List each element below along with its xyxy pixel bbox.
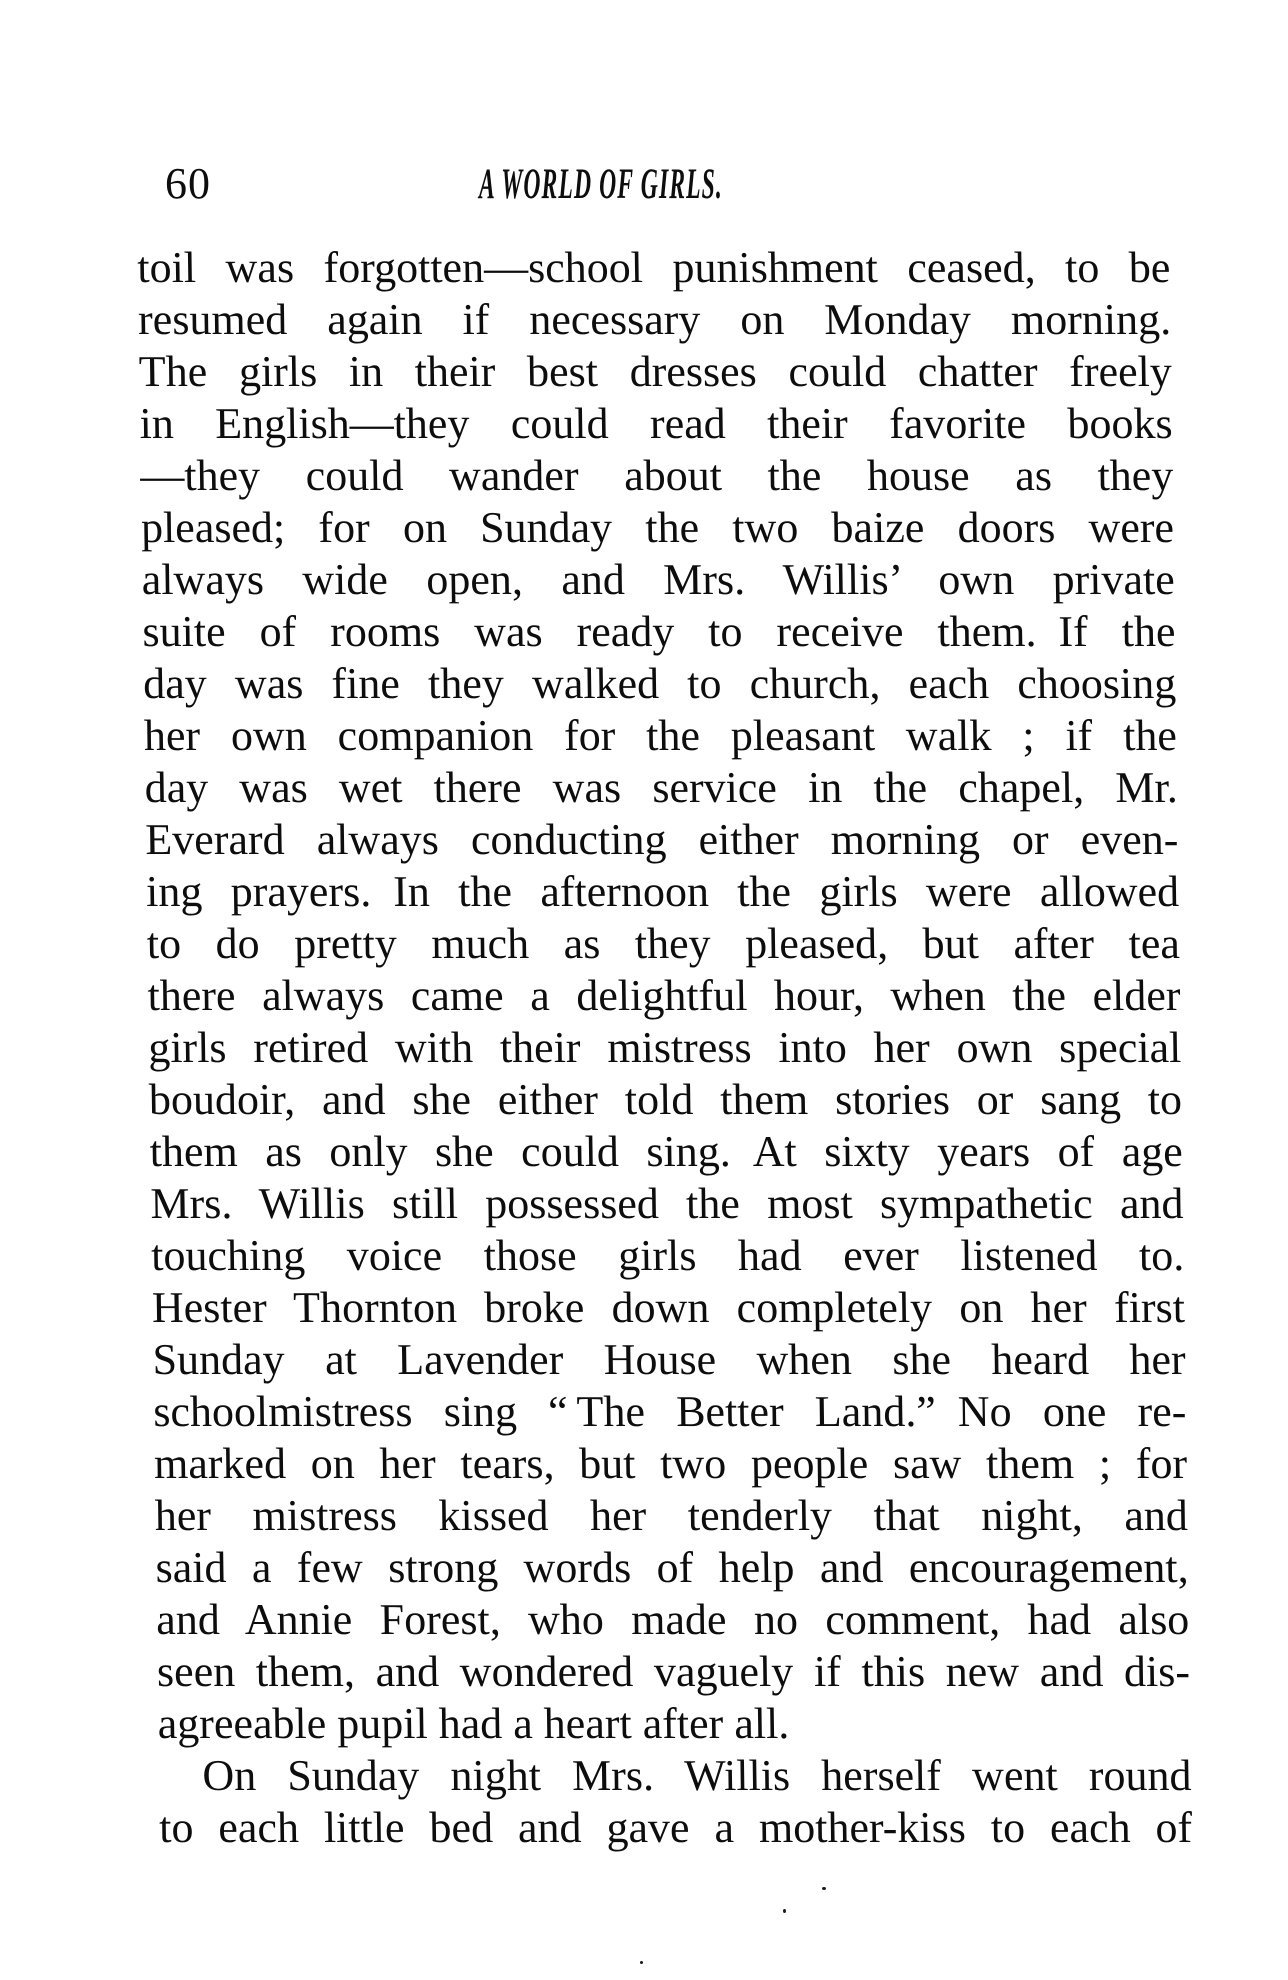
text-line: marked on her tears, but two people saw them ; for <box>153 1439 1188 1488</box>
text-line: The girls in their best dresses could chatter freely <box>138 347 1173 396</box>
text-line: Everard always conducting either morning or even- <box>145 815 1179 864</box>
text-line: to do pretty much as they pleased, but after tea <box>146 919 1181 968</box>
text-line: boudoir, and she either told them stories or sang to <box>148 1075 1183 1124</box>
text-line: pleased; for on Sunday the two baize doors were <box>140 503 1175 552</box>
text-line: seen them, and wondered vaguely if this new and dis- <box>156 1647 1191 1696</box>
scan-speck <box>783 1909 786 1913</box>
text-line: touching voice those girls had ever listened to. <box>150 1231 1185 1280</box>
text-line: her mistress kissed her tenderly that night, and <box>154 1491 1189 1540</box>
scan-speck <box>822 1887 826 1890</box>
page-text <box>137 242 1193 1854</box>
page-header <box>137 0 1170 230</box>
text-line: Mrs. Willis still possessed the most sympathetic and <box>150 1179 1184 1228</box>
text-line: her own companion for the pleasant walk ; if the <box>143 711 1178 760</box>
text-line: them as only she could sing. At sixty years of age <box>149 1127 1184 1176</box>
text-line: toil was forgotten—school punishment ceased, to be <box>137 243 1171 292</box>
page-number: 60 <box>165 159 211 208</box>
text-line: resumed again if necessary on Monday morning. <box>137 295 1172 344</box>
text-line: On Sunday night Mrs. Willis herself went round <box>202 1751 1192 1800</box>
text-line: agreeable pupil had a heart after all. <box>157 1699 790 1748</box>
text-line: girls retired with their mistress into her own special <box>147 1023 1182 1072</box>
scan-speck <box>640 1961 643 1964</box>
running-header: A WORLD OF GIRLS. <box>478 161 723 208</box>
text-line: always wide open, and Mrs. Willis’ own private <box>141 555 1176 604</box>
text-line: and Annie Forest, who made no comment, had also <box>155 1595 1190 1644</box>
text-line: day was fine they walked to church, each choosing <box>142 659 1177 708</box>
text-line: Hester Thornton broke down completely on her first <box>151 1283 1186 1332</box>
text-line: to each little bed and gave a mother-kiss to each of <box>158 1803 1193 1852</box>
text-line: suite of rooms was ready to receive them. If the <box>142 607 1176 656</box>
text-line: ing prayers. In the afternoon the girls were allowed <box>145 867 1180 916</box>
text-line: in English—they could read their favorite books <box>139 399 1173 448</box>
text-line: Sunday at Lavender House when she heard her <box>152 1335 1186 1384</box>
text-line: said a few strong words of help and encouragement, <box>155 1543 1189 1592</box>
text-line: schoolmistress sing “ The Better Land.” No one re- <box>152 1387 1187 1436</box>
text-line: —they could wander about the house as they <box>139 451 1174 500</box>
text-line: there always came a delightful hour, when the elder <box>147 971 1181 1020</box>
text-line: day was wet there was service in the chapel, Mr. <box>144 763 1178 812</box>
